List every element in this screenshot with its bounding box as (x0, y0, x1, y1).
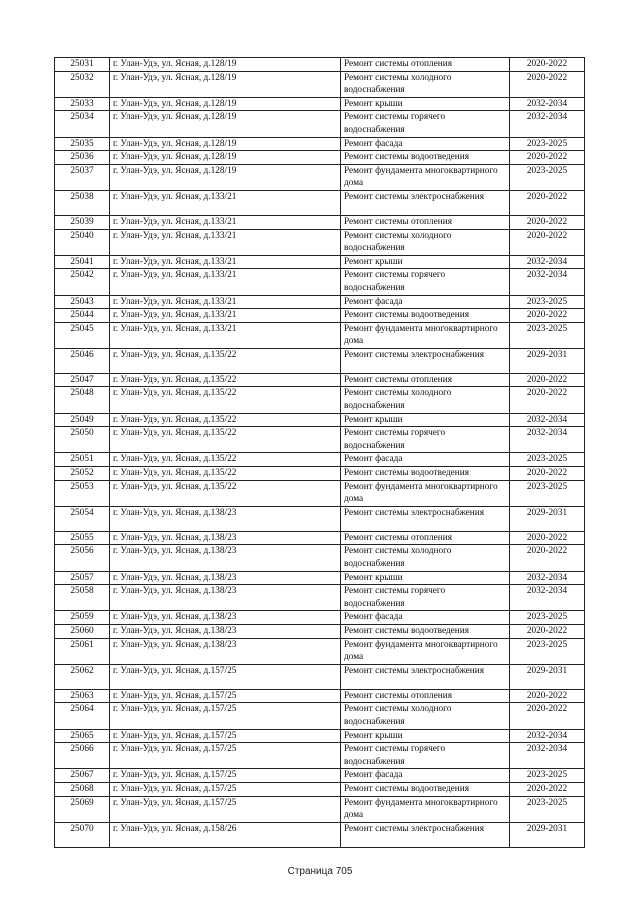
cell-address: г. Улан-Удэ, ул. Ясная, д.128/19 (110, 97, 341, 111)
cell-work-type: Ремонт системы холодного водоснабжения (341, 545, 510, 571)
cell-work-type: Ремонт системы холодного водоснабжения (341, 387, 510, 413)
cell-work-type: Ремонт системы горячего водоснабжения (341, 111, 510, 137)
table-row (55, 111, 585, 137)
table-row (55, 269, 585, 295)
cell-id: 25054 (55, 506, 110, 531)
cell-work-type: Ремонт системы отопления (341, 531, 510, 545)
table-row (55, 453, 585, 467)
cell-address: г. Улан-Удэ, ул. Ясная, д.138/23 (110, 506, 341, 531)
cell-address: г. Улан-Удэ, ул. Ясная, д.157/25 (110, 743, 341, 769)
cell-period: 2032-2034 (510, 111, 585, 137)
cell-period: 2020-2022 (510, 531, 585, 545)
cell-work-type: Ремонт фундамента многоквартирного дома (341, 796, 510, 822)
cell-work-type: Ремонт системы холодного водоснабжения (341, 703, 510, 729)
table-row (55, 373, 585, 387)
cell-id: 25044 (55, 309, 110, 323)
cell-address: г. Улан-Удэ, ул. Ясная, д.128/19 (110, 111, 341, 137)
table-row (55, 215, 585, 229)
cell-id: 25065 (55, 729, 110, 743)
cell-id: 25056 (55, 545, 110, 571)
table-row (55, 190, 585, 215)
cell-address: г. Улан-Удэ, ул. Ясная, д.157/25 (110, 664, 341, 689)
cell-work-type: Ремонт системы водоотведения (341, 151, 510, 165)
cell-id: 25067 (55, 769, 110, 783)
table-row (55, 480, 585, 506)
cell-period: 2020-2022 (510, 689, 585, 703)
cell-period: 2032-2034 (510, 413, 585, 427)
repair-schedule-table (54, 57, 585, 848)
table-row (55, 703, 585, 729)
cell-address: г. Улан-Удэ, ул. Ясная, д.157/25 (110, 703, 341, 729)
table-row (55, 137, 585, 151)
table-row (55, 585, 585, 611)
cell-address: г. Улан-Удэ, ул. Ясная, д.157/25 (110, 769, 341, 783)
cell-period: 2032-2034 (510, 255, 585, 269)
cell-work-type: Ремонт фасада (341, 295, 510, 309)
cell-period: 2029-2031 (510, 822, 585, 847)
cell-work-type: Ремонт крыши (341, 413, 510, 427)
cell-period: 2020-2022 (510, 545, 585, 571)
cell-id: 25064 (55, 703, 110, 729)
table-body (55, 58, 585, 848)
cell-work-type: Ремонт системы электроснабжения (341, 664, 510, 689)
cell-period: 2023-2025 (510, 453, 585, 467)
cell-work-type: Ремонт крыши (341, 729, 510, 743)
cell-address: г. Улан-Удэ, ул. Ясная, д.135/22 (110, 373, 341, 387)
table-row (55, 164, 585, 190)
cell-work-type: Ремонт системы водоотведения (341, 467, 510, 481)
cell-id: 25037 (55, 164, 110, 190)
cell-period: 2032-2034 (510, 269, 585, 295)
cell-work-type: Ремонт системы отопления (341, 373, 510, 387)
cell-address: г. Улан-Удэ, ул. Ясная, д.157/25 (110, 796, 341, 822)
cell-id: 25069 (55, 796, 110, 822)
page-number: Страница 705 (287, 866, 353, 877)
cell-address: г. Улан-Удэ, ул. Ясная, д.138/23 (110, 545, 341, 571)
cell-address: г. Улан-Удэ, ул. Ясная, д.133/21 (110, 309, 341, 323)
cell-address: г. Улан-Удэ, ул. Ясная, д.135/22 (110, 480, 341, 506)
cell-work-type: Ремонт фасада (341, 453, 510, 467)
cell-address: г. Улан-Удэ, ул. Ясная, д.128/19 (110, 58, 341, 72)
cell-period: 2020-2022 (510, 782, 585, 796)
cell-id: 25038 (55, 190, 110, 215)
cell-id: 25048 (55, 387, 110, 413)
cell-id: 25043 (55, 295, 110, 309)
cell-address: г. Улан-Удэ, ул. Ясная, д.133/21 (110, 190, 341, 215)
table-row (55, 387, 585, 413)
cell-address: г. Улан-Удэ, ул. Ясная, д.128/19 (110, 164, 341, 190)
cell-address: г. Улан-Удэ, ул. Ясная, д.157/25 (110, 729, 341, 743)
table-row (55, 506, 585, 531)
cell-work-type: Ремонт системы горячего водоснабжения (341, 427, 510, 453)
cell-id: 25059 (55, 611, 110, 625)
cell-work-type: Ремонт системы горячего водоснабжения (341, 269, 510, 295)
cell-work-type: Ремонт крыши (341, 571, 510, 585)
table-row (55, 295, 585, 309)
cell-work-type: Ремонт системы водоотведения (341, 624, 510, 638)
table-row (55, 624, 585, 638)
cell-period: 2029-2031 (510, 506, 585, 531)
cell-period: 2020-2022 (510, 215, 585, 229)
cell-address: г. Улан-Удэ, ул. Ясная, д.128/19 (110, 151, 341, 165)
cell-id: 25040 (55, 229, 110, 255)
cell-period: 2032-2034 (510, 571, 585, 585)
cell-period: 2023-2025 (510, 796, 585, 822)
cell-address: г. Улан-Удэ, ул. Ясная, д.133/21 (110, 215, 341, 229)
cell-period: 2020-2022 (510, 309, 585, 323)
cell-work-type: Ремонт системы отопления (341, 215, 510, 229)
cell-work-type: Ремонт фундамента многоквартирного дома (341, 164, 510, 190)
table-row (55, 796, 585, 822)
table-row (55, 571, 585, 585)
cell-period: 2020-2022 (510, 151, 585, 165)
cell-id: 25050 (55, 427, 110, 453)
cell-period: 2032-2034 (510, 729, 585, 743)
cell-work-type: Ремонт системы горячего водоснабжения (341, 743, 510, 769)
cell-period: 2023-2025 (510, 137, 585, 151)
table-row (55, 58, 585, 72)
table-row (55, 822, 585, 847)
cell-period: 2023-2025 (510, 769, 585, 783)
cell-work-type: Ремонт системы электроснабжения (341, 348, 510, 373)
table-row (55, 664, 585, 689)
cell-address: г. Улан-Удэ, ул. Ясная, д.135/22 (110, 413, 341, 427)
cell-period: 2020-2022 (510, 373, 585, 387)
cell-id: 25036 (55, 151, 110, 165)
cell-period: 2032-2034 (510, 97, 585, 111)
cell-id: 25068 (55, 782, 110, 796)
cell-work-type: Ремонт системы горячего водоснабжения (341, 585, 510, 611)
cell-id: 25061 (55, 638, 110, 664)
cell-work-type: Ремонт системы холодного водоснабжения (341, 71, 510, 97)
cell-period: 2032-2034 (510, 743, 585, 769)
cell-id: 25034 (55, 111, 110, 137)
cell-work-type: Ремонт фундамента многоквартирного дома (341, 638, 510, 664)
cell-address: г. Улан-Удэ, ул. Ясная, д.133/21 (110, 295, 341, 309)
cell-address: г. Улан-Удэ, ул. Ясная, д.138/23 (110, 571, 341, 585)
cell-id: 25035 (55, 137, 110, 151)
cell-period: 2023-2025 (510, 611, 585, 625)
cell-address: г. Улан-Удэ, ул. Ясная, д.133/21 (110, 269, 341, 295)
table-row (55, 151, 585, 165)
cell-period: 2020-2022 (510, 71, 585, 97)
cell-address: г. Улан-Удэ, ул. Ясная, д.138/23 (110, 611, 341, 625)
cell-period: 2020-2022 (510, 703, 585, 729)
cell-id: 25057 (55, 571, 110, 585)
cell-address: г. Улан-Удэ, ул. Ясная, д.128/19 (110, 71, 341, 97)
cell-work-type: Ремонт фасада (341, 137, 510, 151)
table-row (55, 743, 585, 769)
cell-work-type: Ремонт системы электроснабжения (341, 190, 510, 215)
table-row (55, 638, 585, 664)
cell-address: г. Улан-Удэ, ул. Ясная, д.133/21 (110, 322, 341, 348)
cell-period: 2020-2022 (510, 387, 585, 413)
cell-id: 25049 (55, 413, 110, 427)
cell-address: г. Улан-Удэ, ул. Ясная, д.135/22 (110, 387, 341, 413)
table-row (55, 255, 585, 269)
cell-period: 2032-2034 (510, 427, 585, 453)
cell-id: 25062 (55, 664, 110, 689)
cell-address: г. Улан-Удэ, ул. Ясная, д.138/23 (110, 531, 341, 545)
cell-period: 2023-2025 (510, 322, 585, 348)
cell-period: 2020-2022 (510, 190, 585, 215)
cell-id: 25063 (55, 689, 110, 703)
table-row (55, 309, 585, 323)
table-row (55, 611, 585, 625)
table-row (55, 97, 585, 111)
cell-id: 25051 (55, 453, 110, 467)
cell-work-type: Ремонт системы холодного водоснабжения (341, 229, 510, 255)
cell-period: 2020-2022 (510, 467, 585, 481)
cell-address: г. Улан-Удэ, ул. Ясная, д.135/22 (110, 427, 341, 453)
cell-work-type: Ремонт системы отопления (341, 58, 510, 72)
cell-work-type: Ремонт системы водоотведения (341, 782, 510, 796)
cell-period: 2032-2034 (510, 585, 585, 611)
table-row (55, 545, 585, 571)
table-row (55, 467, 585, 481)
cell-work-type: Ремонт системы отопления (341, 689, 510, 703)
cell-id: 25055 (55, 531, 110, 545)
cell-work-type: Ремонт фасада (341, 611, 510, 625)
table-row (55, 531, 585, 545)
cell-id: 25045 (55, 322, 110, 348)
cell-id: 25053 (55, 480, 110, 506)
cell-id: 25046 (55, 348, 110, 373)
cell-address: г. Улан-Удэ, ул. Ясная, д.158/26 (110, 822, 341, 847)
cell-id: 25039 (55, 215, 110, 229)
cell-id: 25052 (55, 467, 110, 481)
cell-id: 25042 (55, 269, 110, 295)
cell-period: 2020-2022 (510, 58, 585, 72)
cell-address: г. Улан-Удэ, ул. Ясная, д.128/19 (110, 137, 341, 151)
cell-id: 25033 (55, 97, 110, 111)
cell-address: г. Улан-Удэ, ул. Ясная, д.138/23 (110, 638, 341, 664)
cell-period: 2023-2025 (510, 164, 585, 190)
cell-work-type: Ремонт системы водоотведения (341, 309, 510, 323)
table-row (55, 71, 585, 97)
cell-id: 25047 (55, 373, 110, 387)
cell-work-type: Ремонт крыши (341, 255, 510, 269)
cell-id: 25031 (55, 58, 110, 72)
cell-address: г. Улан-Удэ, ул. Ясная, д.138/23 (110, 585, 341, 611)
cell-period: 2020-2022 (510, 624, 585, 638)
cell-id: 25060 (55, 624, 110, 638)
cell-work-type: Ремонт фасада (341, 769, 510, 783)
table-row (55, 229, 585, 255)
table-row (55, 689, 585, 703)
table-row (55, 729, 585, 743)
cell-work-type: Ремонт фундамента многоквартирного дома (341, 480, 510, 506)
cell-address: г. Улан-Удэ, ул. Ясная, д.138/23 (110, 624, 341, 638)
cell-address: г. Улан-Удэ, ул. Ясная, д.157/25 (110, 782, 341, 796)
cell-period: 2020-2022 (510, 229, 585, 255)
cell-id: 25041 (55, 255, 110, 269)
cell-work-type: Ремонт системы электроснабжения (341, 506, 510, 531)
cell-address: г. Улан-Удэ, ул. Ясная, д.157/25 (110, 689, 341, 703)
table-row (55, 348, 585, 373)
table-row (55, 322, 585, 348)
cell-work-type: Ремонт системы электроснабжения (341, 822, 510, 847)
cell-period: 2023-2025 (510, 480, 585, 506)
table-row (55, 427, 585, 453)
cell-address: г. Улан-Удэ, ул. Ясная, д.133/21 (110, 255, 341, 269)
cell-address: г. Улан-Удэ, ул. Ясная, д.135/22 (110, 348, 341, 373)
cell-id: 25070 (55, 822, 110, 847)
cell-id: 25066 (55, 743, 110, 769)
cell-work-type: Ремонт крыши (341, 97, 510, 111)
cell-id: 25058 (55, 585, 110, 611)
cell-period: 2023-2025 (510, 638, 585, 664)
cell-period: 2029-2031 (510, 348, 585, 373)
cell-address: г. Улан-Удэ, ул. Ясная, д.135/22 (110, 467, 341, 481)
table-row (55, 782, 585, 796)
cell-work-type: Ремонт фундамента многоквартирного дома (341, 322, 510, 348)
table-row (55, 769, 585, 783)
cell-address: г. Улан-Удэ, ул. Ясная, д.133/21 (110, 229, 341, 255)
cell-address: г. Улан-Удэ, ул. Ясная, д.135/22 (110, 453, 341, 467)
cell-id: 25032 (55, 71, 110, 97)
cell-period: 2029-2031 (510, 664, 585, 689)
cell-period: 2023-2025 (510, 295, 585, 309)
table-row (55, 413, 585, 427)
